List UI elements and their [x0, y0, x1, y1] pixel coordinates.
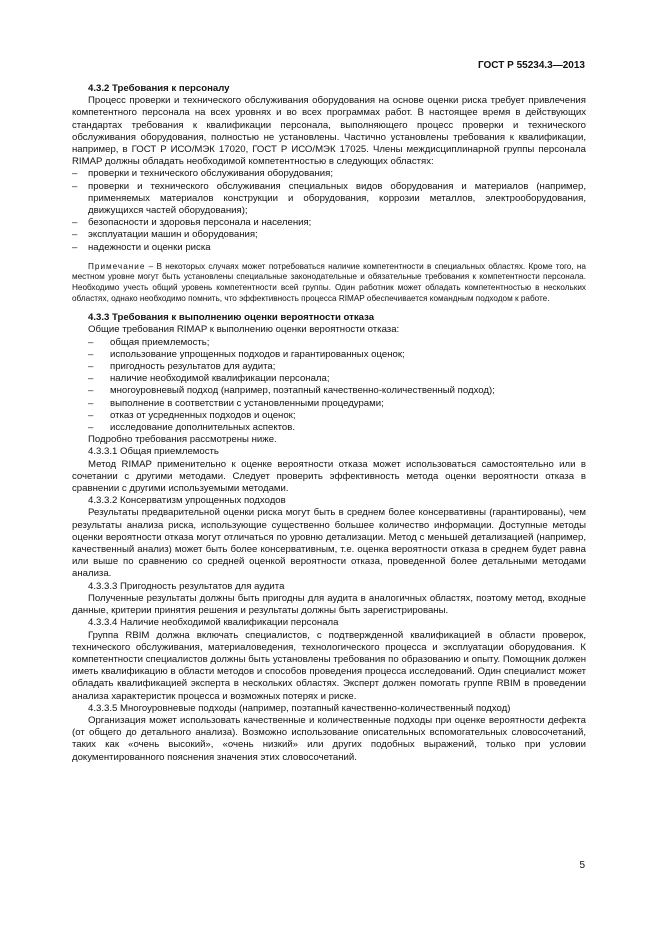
note-paragraph [72, 262, 586, 304]
paragraph-personnel-intro: Процесс проверки и технического обслуживания оборудования на основе оценки риска требует привлечения компетентного персонала на всех уровнях и во всех программах работ. В настоящее время в действующих стандартах требования к квалификации персонала, выполняющего процесс проверки и технического обслуживания оборудования, полностью не установлены. Частично установлены требования к квалификации, например, в ГОСТ Р ИСО/МЭК 17020, ГОСТ Р ИСО/МЭК 17025. Члены междисциплинарной группы персонала RIMAP должны обладать необходимой компетентностью в следующих областях: [72, 95, 586, 168]
paragraph-qualification: Группа RBIM должна включать специалистов, с подтвержденной квалификацией в области проверок, технического обслуживания, материаловедения, технологического процесса и эксплуатации оборудования. К компетентности специалистов должны быть установлены требования по образованию и опыту. Помощник должен иметь квалификацию в области методов и способов проведения процесса исследований. Один специалист может обладать квалификацией эксперта в нескольких областях. Эксперт должен помогать группе RBIM в проведении анализа характеристик процесса и возможных потерях и риске. [72, 629, 586, 702]
subsection-title-4-3-3-1: 4.3.3.1 Общая приемлемость [88, 446, 219, 458]
list-item: – использование упрощенных подходов и гарантированных оценок; [72, 349, 586, 361]
page-number: 5 [579, 860, 585, 871]
list-item: – исследование дополнительных аспектов. [72, 422, 586, 434]
section-heading-4-3-2: 4.3.2 Требования к персоналу [88, 83, 230, 94]
paragraph-general-acceptability: Метод RIMAP применительно к оценке вероятности отказа может использоваться самостоятельно или в сочетании с другими методами. Следует проверить эффективность метода оценки вероятности отказа в сравнении с другими используемыми методами. [72, 458, 586, 495]
list-item: – общая приемлемость; [72, 337, 586, 349]
list-item: – проверки и технического обслуживания оборудования; [72, 168, 586, 180]
subsection-title-4-3-3-3: 4.3.3.3 Пригодность результатов для аудита [88, 580, 285, 592]
list-item: – проверки и технического обслуживания специальных видов оборудования и материалов (например, применяемых материалов конструкции и оборудования, коррозии металлов, электрооборудования, движущихся частей оборудования); [72, 181, 586, 218]
document-header: ГОСТ Р 55234.3—2013 [477, 60, 585, 71]
paragraph-auditability: Полученные результаты должны быть пригодны для аудита в аналогичных областях, поэтому метод, входные данные, критерии принятия решения и результаты должны быть зарегистрированы. [72, 592, 586, 617]
list-item: – многоуровневый подход (например, поэтапный качественно-количественный подход); [72, 385, 586, 397]
list-item: – пригодность результатов для аудита; [72, 361, 586, 373]
subsection-title-4-3-3-4: 4.3.3.4 Наличие необходимой квалификации персонала [88, 617, 339, 629]
subsection-title-4-3-3-5: 4.3.3.5 Многоуровневые подходы (например, поэтапный качественно-количественный подход) [88, 702, 511, 714]
competence-list [72, 168, 586, 253]
list-item: – выполнение в соответствии с установленными процедурами; [72, 398, 586, 410]
list-item: – надежности и оценки риска [72, 242, 586, 254]
list-item: – безопасности и здоровья персонала и населения; [72, 217, 586, 229]
paragraph-multilevel: Организация может использовать качественные и количественные подходы при оценке вероятности дефекта (от общего до детального анализа). Возможно использование описательных вспомогательных словосочетаний, таких как «очень высокий», «очень низкий» или других подобных выражений, только при условии документированного пояснения значения этих словосочетаний. [72, 714, 586, 763]
paragraph-details: Подробно требования рассмотрены ниже. [88, 434, 277, 446]
subsection-title-4-3-3-2: 4.3.3.2 Консерватизм упрощенных подходов [88, 495, 286, 507]
list-item: – отказ от усредненных подходов и оценок; [72, 410, 586, 422]
requirements-list [72, 337, 586, 435]
note-label: Примечание [88, 261, 146, 271]
page-content [72, 83, 586, 764]
paragraph-requirements-intro: Общие требования RIMAP к выполнению оценки вероятности отказа: [88, 324, 400, 336]
list-item: – наличие необходимой квалификации персонала; [72, 373, 586, 385]
note-text: – В некоторых случаях может потребоваться наличие компетентности в специальных областях. Кроме того, на местном уровне могут быть установлены специальные законодательные и обязательные требования к компетентности персонала. Необходимо учесть общий уровень компетентности всей группы. Один работник может обладать компетентностью в нескольких областях, однако необходимо помнить, что эффективность процесса RIMAP обеспечивается командным подходом к работе. [72, 261, 586, 303]
section-heading-4-3-3: 4.3.3 Требования к выполнению оценки вероятности отказа [88, 312, 375, 324]
list-item: – эксплуатации машин и оборудования; [72, 229, 586, 241]
paragraph-conservatism: Результаты предварительной оценки риска могут быть в среднем более консервативны (гарантированы), чем результаты анализа риска, использующие существенно большее количество информации. Доступные методы оценки вероятности отказа могут отличаться по уровню детализации. Метод с меньшей детализацией (например, качественный анализ) может быть более консервативным, т.е. оценка вероятности отказа в среднем будет равна или выше по сравнению со средней оценкой вероятности отказа, проведенной более детальными методами анализа. [72, 507, 586, 580]
